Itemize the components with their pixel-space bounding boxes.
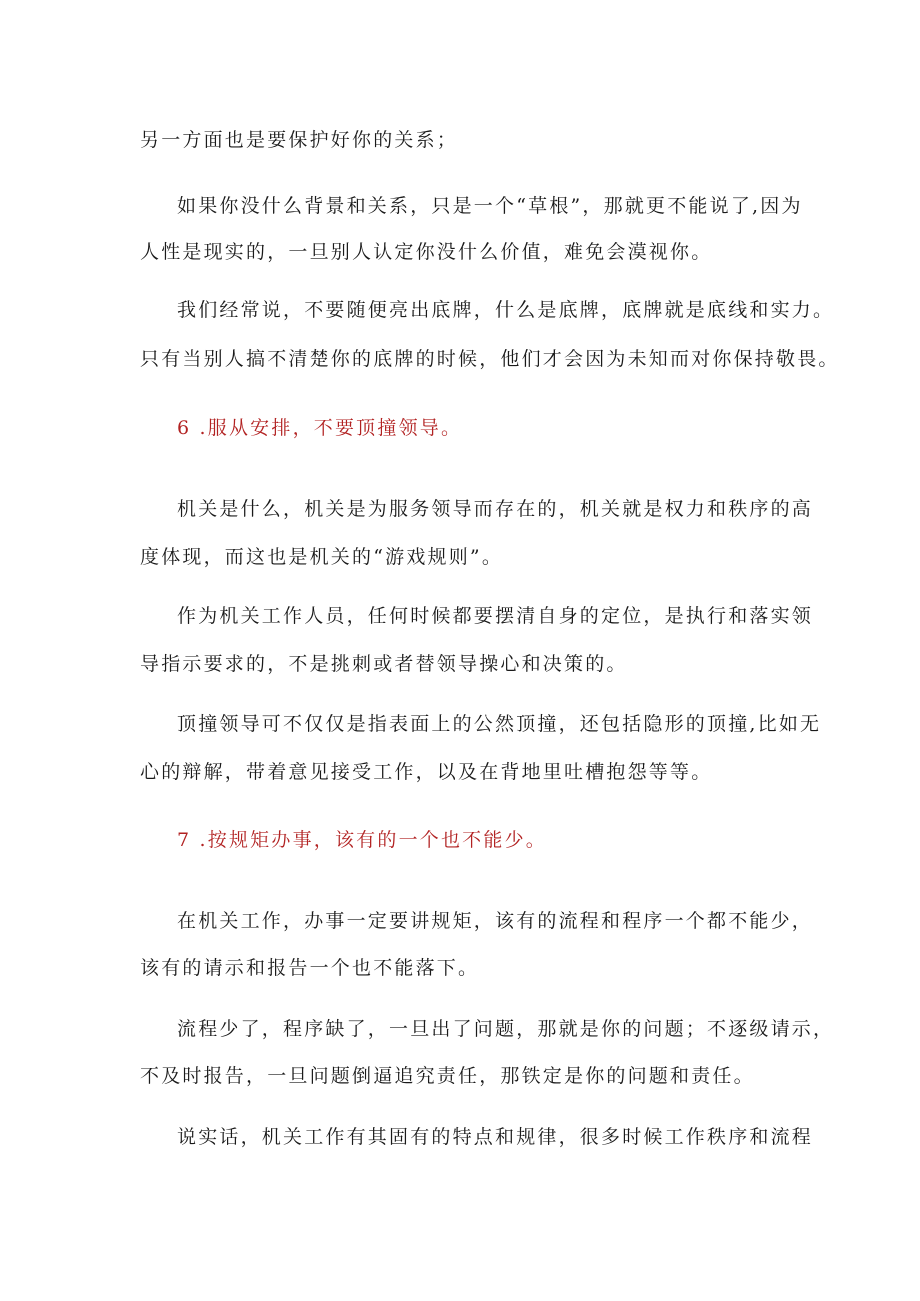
paragraph-line: 不及时报告，一旦问题倒逼追究责任，那铁定是你的问题和责任。 [140,1065,755,1087]
paragraph-line: 机关是什么，机关是为服务领导而存在的，机关就是权力和秩序的高 [177,498,814,520]
paragraph-line: 流程少了，程序缺了，一旦出了问题，那就是你的问题；不逐级请示， [177,1018,835,1040]
paragraph-line: 如果你没什么背景和关系，只是一个“草根”，那就更不能说了,因为 [177,195,803,217]
paragraph-line: 我们经常说，不要随便亮出底牌，什么是底牌，底牌就是底线和实力。 [177,299,835,321]
paragraph-line: 在机关工作，办事一定要讲规矩，该有的流程和程序一个都不能少， [177,910,814,932]
section-heading-6: 6 .服从安排，不要顶撞领导。 [177,417,463,439]
paragraph-line: 只有当别人搞不清楚你的底牌的时候，他们才会因为未知而对你保持敬畏。 [140,348,840,370]
section-heading-7: 7 .按规矩办事，该有的一个也不能少。 [177,829,547,851]
paragraph-line: 度体现，而这也是机关的“游戏规则”。 [140,546,504,568]
paragraph-line: 作为机关工作人员，任何时候都要摆清自身的定位，是执行和落实领 [177,605,814,627]
paragraph-line: 另一方面也是要保护好你的关系； [140,129,459,151]
paragraph-line: 导指示要求的，不是挑刺或者替领导操心和决策的。 [140,653,628,675]
paragraph-line: 该有的请示和报告一个也不能落下。 [140,957,480,979]
paragraph-line: 人性是现实的，一旦别人认定你没什么价值，难免会漠视你。 [140,241,713,263]
paragraph-line: 顶撞领导可不仅仅是指表面上的公然顶撞，还包括隐形的顶撞,比如无 [177,713,822,735]
paragraph-line: 心的辩解，带着意见接受工作，以及在背地里吐槽抱怨等等。 [140,761,713,783]
paragraph-line: 说实话，机关工作有其固有的特点和规律，很多时候工作秩序和流程 [177,1126,814,1148]
